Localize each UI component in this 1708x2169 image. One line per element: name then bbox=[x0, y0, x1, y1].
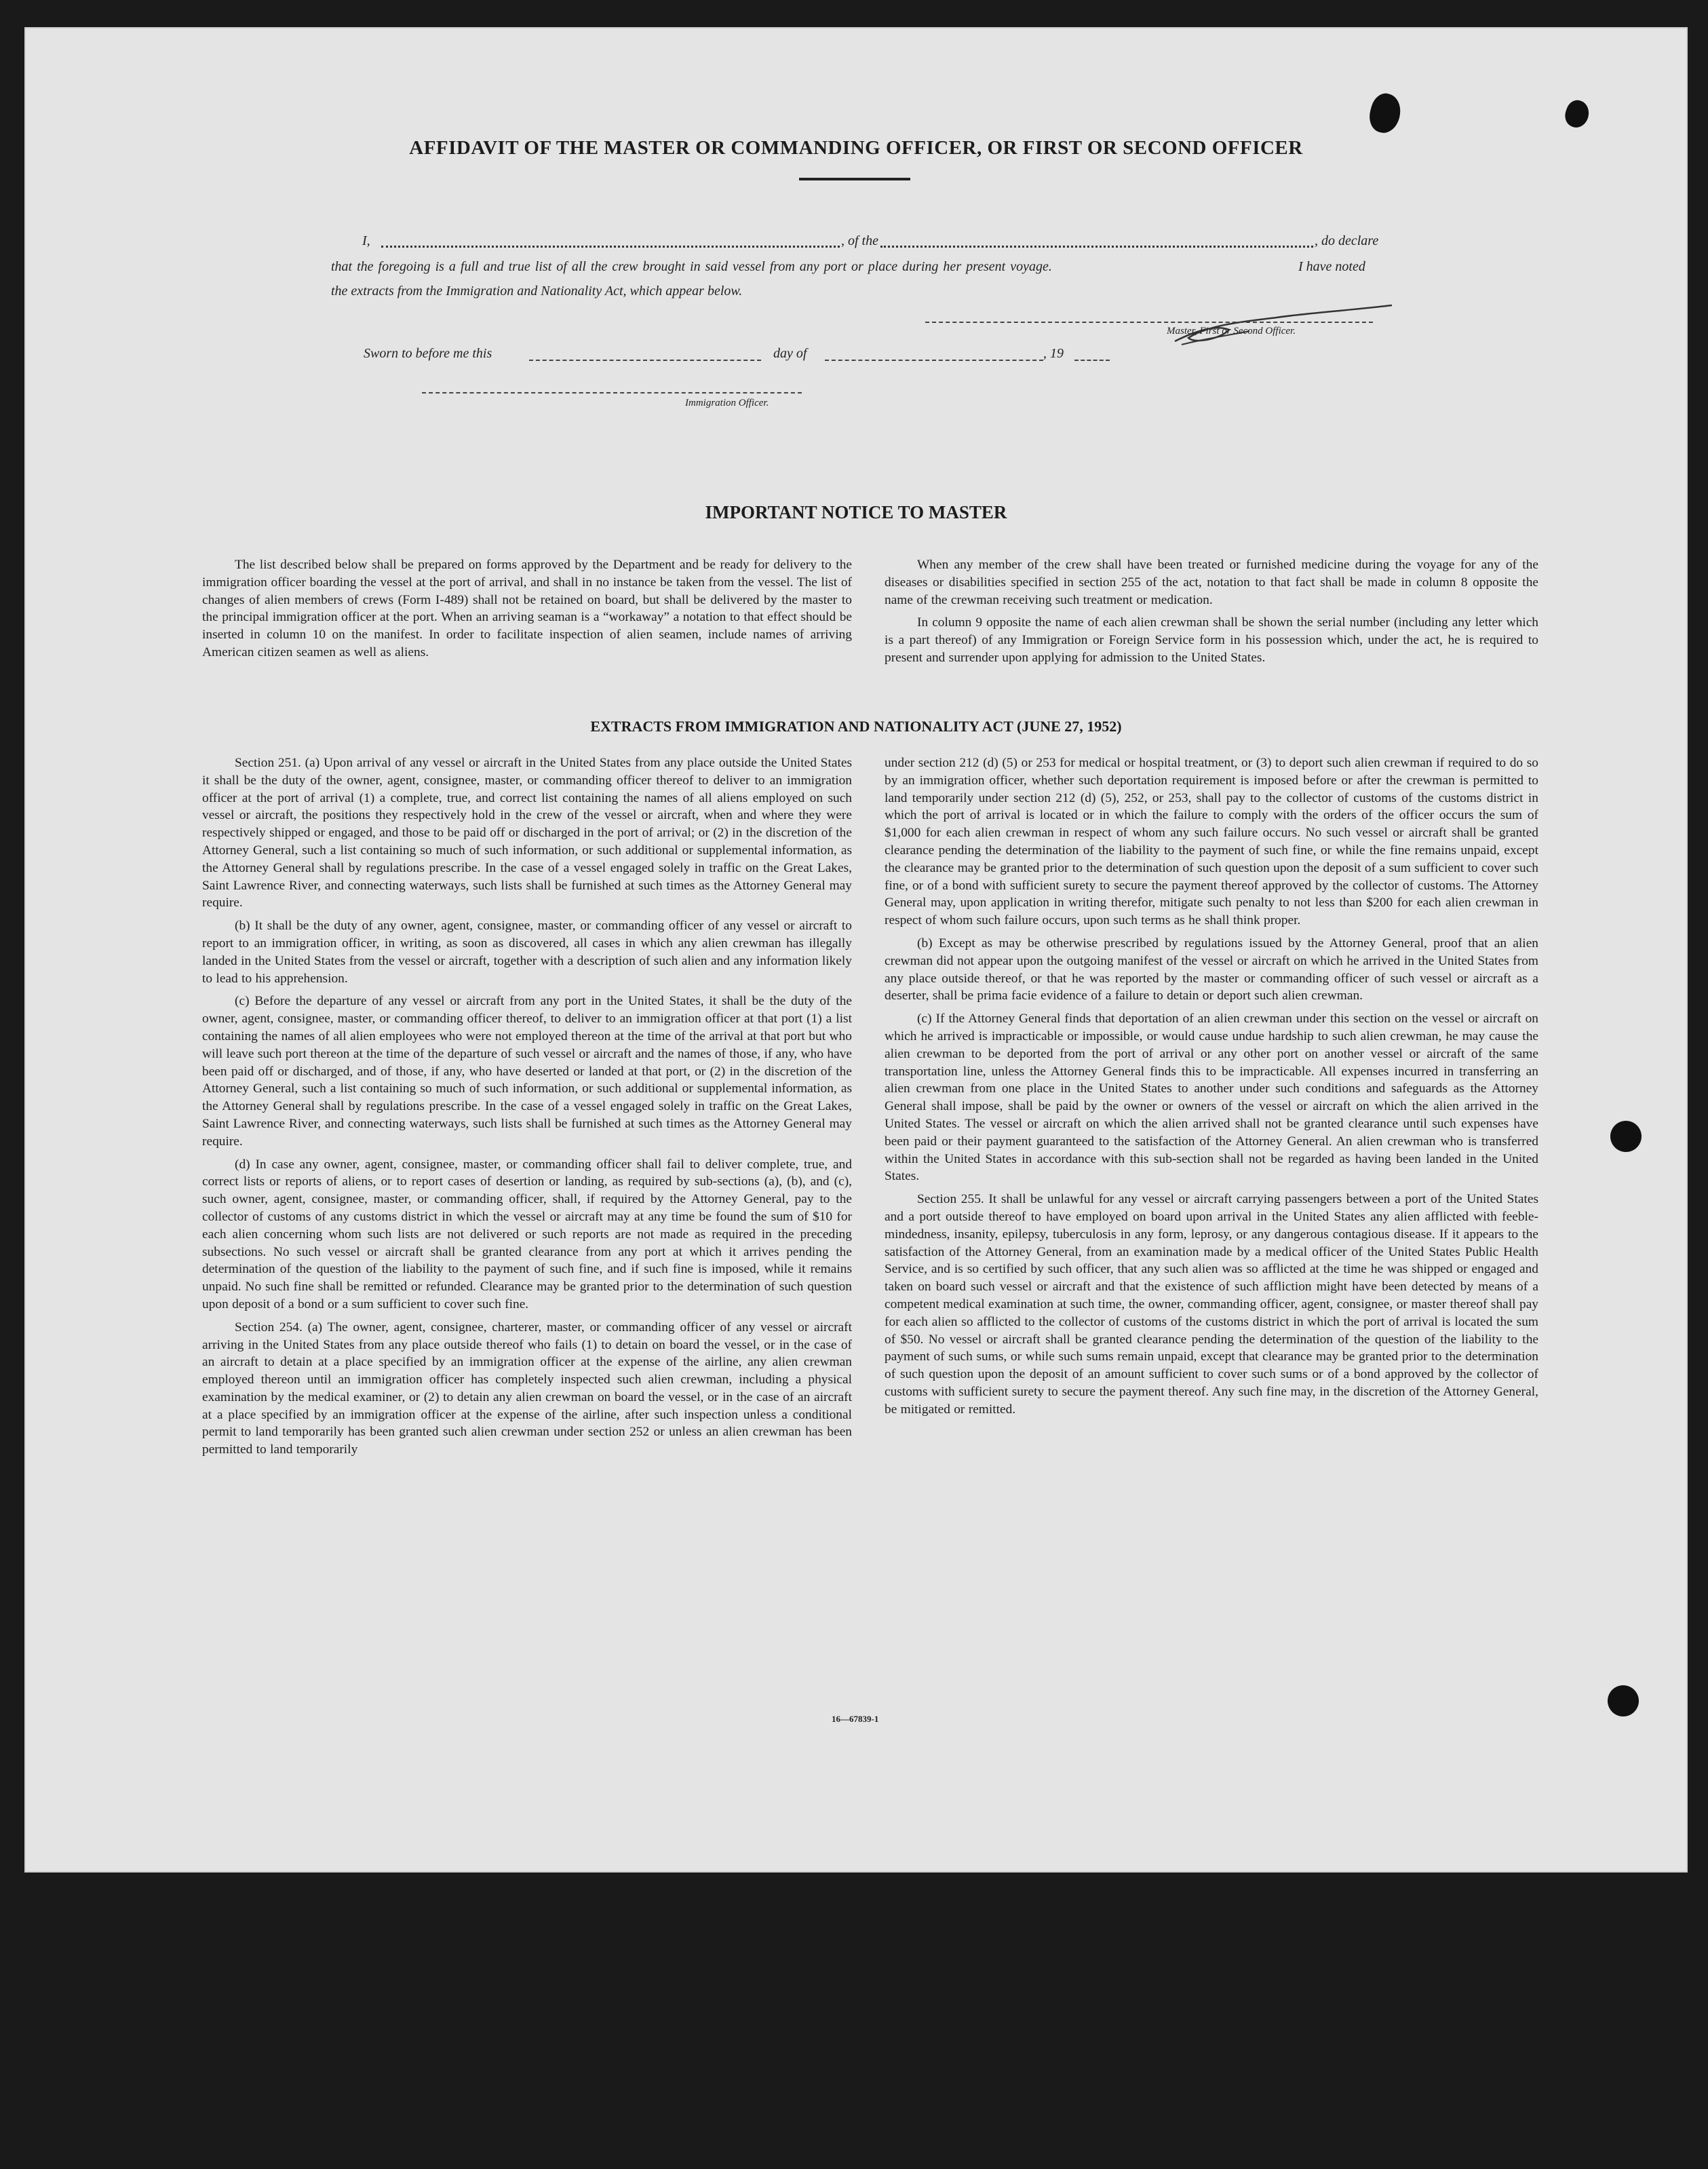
section-paragraph: Section 251. (a) Upon arrival of any vessel or aircraft in the United States from any place outside the United States it shall be the duty of the owner, agent, consignee, master, or commanding officer thereof to deliver to an immigration officer at the port of arrival (1) a complete, true, and correct list containing the names of all aliens employed on such vessel or aircraft, the positions they respectively hold in the crew of the vessel or aircraft, when and where they were respectively shipped or engaged, and those to be paid off or discharged in the port of arrival; or (2) in the discretion of the Attorney General, such a list containing so much of such information, or such additional or supplemental information, as the Attorney General shall by regulations prescribe. In the case of a vessel engaged solely in traffic on the Great Lakes, Saint Lawrence River, and connecting waterways, such lists shall be furnished at such times as the Attorney General may require. bbox=[202, 756, 852, 910]
master-label: Master, First or Second Officer. bbox=[1167, 326, 1296, 337]
section-paragraph: (b) It shall be the duty of any owner, agent, consignee, master, or commanding officer of any vessel or aircraft to report to an immigration officer, in writing, as soon as discovered, all cases in which any alien crewman has illegally landed in the United States from the vessel or aircraft, together with a description of such alien and any information likely to lead to his apprehension. bbox=[202, 919, 852, 986]
name-blank[interactable] bbox=[381, 246, 840, 248]
title-rule bbox=[799, 178, 910, 180]
section-paragraph: (c) Before the departure of any vessel or aircraft from any port in the United States, it shall be the duty of the owner, agent, consignee, master, or commanding officer thereof, to deliver to an immigration officer at that port (1) a list containing the names of all alien employees who were not employed thereon at the time of the arrival at that port but who will leave such port thereon at the time of the departure of such vessel or aircraft and the names of those, if any, who have been paid off or discharged, and of those, if any, who have deserted or landed at that port, or (2) in the discretion of the Attorney General, such a list containing so much of such information, or such additional or supplemental information, as the Attorney General shall by regulations prescribe. In the case of a vessel engaged solely in traffic on the Great Lakes, Saint Lawrence River, and connecting waterways, such lists shall be furnished at such times as the Attorney General may require. bbox=[202, 994, 852, 1149]
extracts-title: EXTRACTS FROM IMMIGRATION AND NATIONALITY ACT (JUNE 27, 1952) bbox=[590, 718, 1122, 735]
notice-paragraph: In column 9 opposite the name of each alien crewman shall be shown the serial number (including any letter which is a part thereof) of any Immigration or Foreign Service form in his possession which, under the act, he is required to present and surrender upon applying for admission to the United States. bbox=[885, 615, 1538, 665]
extracts-right-column bbox=[885, 754, 1538, 1423]
section-paragraph: Section 255. It shall be unlawful for any vessel or aircraft carrying passengers between a port of the United States and a port outside thereof to have employed on board upon arrival in the United States any alien afflicted with feeble-mindedness, insanity, epilepsy, tuberculosis in any form, leprosy, or any dangerous contagious disease. If it appears to the satisfaction of the Attorney General, from an examination made by a medical officer of the United States Public Health Service, and is so certified by such officer, that any such alien was so afflicted at the time he was shipped or engaged and taken on board such vessel or aircraft and that the existence of such affliction might have been detected by means of a competent medical examination at such time, the owner, commanding officer, agent, consignee, or master thereof shall pay for each alien so afflicted to the collector of customs of the customs district in which the port of arrival is located the sum of $50. No vessel or aircraft shall be granted clearance pending the determination of the question of the liability to the payment of such sums, or while such sums remain unpaid, except that clearance may be granted prior to the determination of such question upon the deposit of an amount sufficient to cover such sums or of a bond approved by the collector of customs with sufficient surety to secure the payment thereof. Any such fine may, in the discretion of the Attorney General, be mitigated or remitted. bbox=[885, 1192, 1538, 1417]
section-paragraph: Section 254. (a) The owner, agent, consignee, charterer, master, or commanding officer of any vessel or aircraft arriving in the United States from any place outside thereof who fails (1) to detain on board the vessel, or in the case of an aircraft to detain at a place specified by an immigration officer at the expense of the airline, any alien crewman employed thereon until an immigration officer has completely inspected such alien crewman, including a physical examination by the medical examiner, or (2) to detain any alien crewman on board the vessel, or in the case of an aircraft at a place specified by an immigration officer at the expense of the airline, after such inspection unless a conditional permit to land temporarily has been granted such alien crewman under section 252 or unless an alien crewman has been permitted to land temporarily bbox=[202, 1320, 852, 1457]
day-of-label: day of bbox=[773, 346, 807, 361]
affidavit-title: AFFIDAVIT OF THE MASTER OR COMMANDING OFFICER, OR FIRST OR SECOND OFFICER bbox=[409, 137, 1303, 159]
affidavit-line2-tail: I have noted bbox=[1298, 259, 1365, 274]
master-signature-line[interactable] bbox=[925, 322, 1373, 323]
month-blank[interactable] bbox=[825, 360, 1043, 361]
section-paragraph: under section 212 (d) (5) or 253 for medical or hospital treatment, or (3) to deport such alien crewman if required to do so by an immigration officer, whether such deportation requirement is imposed before or after the crewman is permitted to land temporarily under section 212 (d) (5), 252, or 253, shall pay to the collector of customs of the customs district in which the port of arrival is located or in which the failure to comply with the orders of the officer occurs the sum of $1,000 for each alien crewman in respect of whom any such failure occurs. No such vessel or aircraft shall be granted clearance pending the determination of the liability to the payment of such fine, or while the fine remains unpaid, except the clearance may be granted prior to the determination of such question upon the deposit of a sum sufficient to cover such fine, or of a bond with sufficient surety to secure the payment thereof approved by the collector of customs. The Attorney General may, upon application in writing therefor, mitigate such penalty to not less than $200 for each alien crewman in respect of whom such failure occurs, upon such terms as he shall think proper. bbox=[885, 756, 1538, 928]
form-number: 16—67839-1 bbox=[832, 1714, 879, 1724]
officer-label: Immigration Officer. bbox=[685, 398, 769, 408]
notice-left-column bbox=[202, 556, 852, 667]
section-paragraph: (c) If the Attorney General finds that deportation of an alien crewman under this section on the vessel or aircraft on which he arrived is impracticable or impossible, or would cause undue hardship to such alien crewman, he may cause the alien crewman to be deported from the port of arrival or any other port on another vessel or aircraft of the same transportation line, unless the Attorney General finds this to be impracticable. All expenses incurred in transferring an alien crewman from one place in the United States to another under such conditions and safeguards as the Attorney General shall impose, shall be paid by the owner or owners of the vessel or aircraft on which the alien arrived in the United States. The vessel or aircraft on which the alien arrived shall not be granted clearance until such expenses have been paid or their payment guaranteed to the satisfaction of the Attorney General. An alien crewman who is transferred within the United States in accordance with this sub-section shall not be regarded as having been landed in the United States. bbox=[885, 1012, 1538, 1184]
vessel-blank[interactable] bbox=[880, 246, 1313, 248]
notice-paragraph: The list described below shall be prepared on forms approved by the Department and be ready for delivery to the immigration officer boarding the vessel at the port of arrival, and shall in no instance be taken from the vessel. The list of changes of alien members of crews (Form I-489) shall not be retained on board, but shall be delivered by the master to the principal immigration officer at the port. When an arriving seaman is a “workaway” a notation to that effect should be inserted in column 10 on the manifest. In order to facilitate inspection of alien seamen, include names of arriving American citizen seamen as well as aliens. bbox=[202, 558, 852, 659]
officer-signature-line[interactable] bbox=[422, 392, 802, 394]
sworn-label: Sworn to before me this bbox=[364, 346, 492, 361]
notice-paragraph: When any member of the crew shall have been treated or furnished medicine during the voyage for any of the diseases or disabilities specified in section 255 of the act, notation to that fact shall be made in column 8 opposite the name of the crewman receiving such treatment or medication. bbox=[885, 558, 1538, 607]
punch-hole bbox=[1608, 1685, 1639, 1716]
sworn-date-blank[interactable] bbox=[529, 360, 761, 361]
ink-blot bbox=[1365, 90, 1405, 136]
of-the-label: , of the bbox=[841, 233, 878, 248]
section-paragraph: (b) Except as may be otherwise prescribed by regulations issued by the Attorney General, proof that an alien crewman did not appear upon the outgoing manifest of the vessel or aircraft on which he arrived in the United States from any place outside thereof, or that he was reported by the master or commanding officer of such vessel or aircraft as a deserter, shall be prima facie evidence of a failure to detain or deport such alien crewman. bbox=[885, 936, 1538, 1003]
document-sheet bbox=[24, 27, 1688, 1873]
affidavit-line2: that the foregoing is a full and true list of all the crew brought in said vessel from any port or place during her present voyage. bbox=[331, 259, 1052, 274]
year-label: , 19 bbox=[1043, 346, 1064, 361]
affidavit-i-label: I, bbox=[362, 233, 370, 248]
do-declare-label: , do declare bbox=[1315, 233, 1379, 248]
section-paragraph: (d) In case any owner, agent, consignee, master, or commanding officer shall fail to deliver complete, true, and correct lists or reports of aliens, or to report cases of desertion or landing, as required by sub-sections (a), (b), and (c), such owner, agent, consignee, master, or commanding officer, shall, if required by the Attorney General, pay to the collector of customs of any customs district in which the vessel or aircraft may at any time be found the sum of $10 for each alien concerning whom such lists are not delivered or such reports are not made as required in the preceding subsections. No such vessel or aircraft shall be granted clearance from any port at which it arrives pending the determination of the question of the liability to the payment of such fine, and if such fine is imposed, while it remains unpaid. No such fine shall be remitted or refunded. Clearance may be granted prior to the determination of such question upon deposit of a bond or a sum sufficient to cover such fine. bbox=[202, 1157, 852, 1311]
notice-right-column bbox=[885, 556, 1538, 672]
notice-title: IMPORTANT NOTICE TO MASTER bbox=[705, 502, 1007, 522]
punch-hole bbox=[1610, 1121, 1642, 1152]
extracts-left-column bbox=[202, 754, 852, 1464]
ink-blot bbox=[1561, 97, 1593, 130]
affidavit-line3: the extracts from the Immigration and Nationality Act, which appear below. bbox=[331, 284, 743, 299]
year-blank[interactable] bbox=[1074, 360, 1110, 361]
